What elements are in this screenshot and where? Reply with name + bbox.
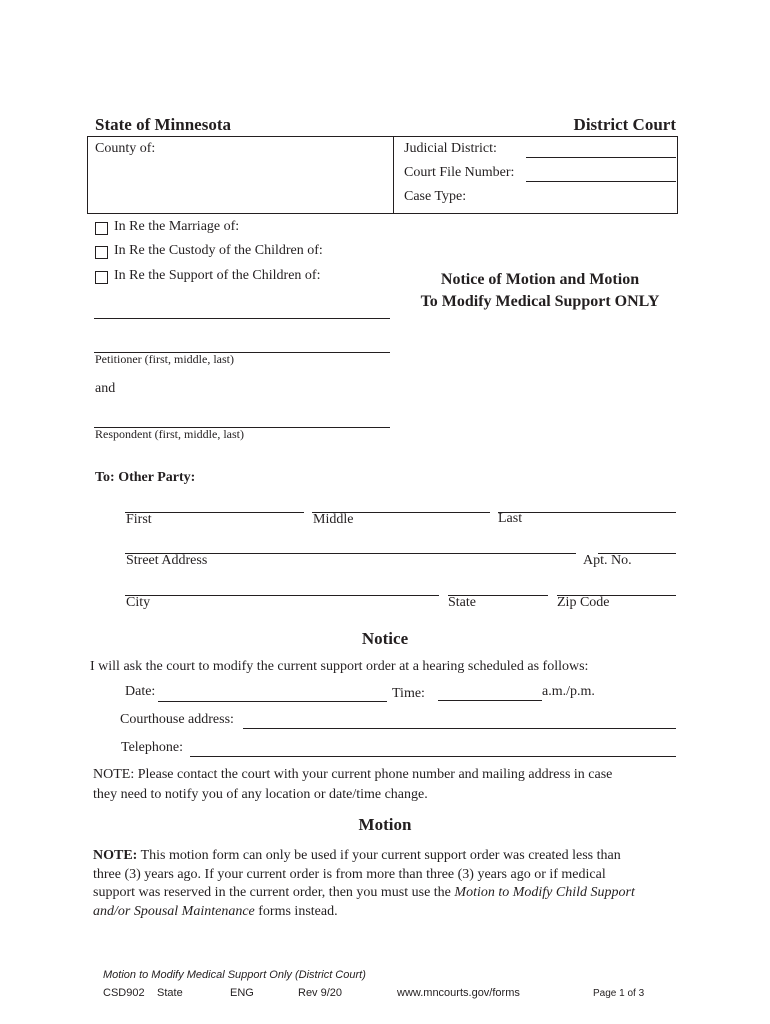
apt-no-input[interactable] (598, 537, 676, 554)
checkbox-support[interactable] (95, 271, 108, 284)
telephone-label: Telephone: (121, 740, 183, 755)
respondent-label: Respondent (first, middle, last) (95, 427, 244, 441)
form-title-line1: Notice of Motion and Motion (440, 271, 640, 288)
page-of-word: of (627, 988, 636, 999)
street-address-label: Street Address (126, 553, 208, 568)
motion-note-line4-text: forms instead. (254, 904, 338, 919)
other-last-name-input[interactable] (498, 496, 676, 513)
motion-heading: Motion (358, 815, 412, 834)
court-file-number-label: Court File Number: (404, 165, 515, 180)
option-support-label: In Re the Support of the Children of: (114, 268, 321, 283)
notice-note-line1: NOTE: Please contact the court with your current phone number and mailing address in case (93, 767, 613, 782)
zip-code-input[interactable] (557, 579, 676, 596)
telephone-input[interactable] (190, 740, 676, 757)
caption-divider (393, 136, 394, 214)
case-type-label: Case Type: (404, 189, 467, 204)
parties-name-line-1[interactable] (94, 302, 390, 319)
courthouse-address-input[interactable] (243, 712, 676, 729)
street-address-input[interactable] (125, 537, 576, 554)
court-file-number-input[interactable] (526, 165, 676, 182)
state-heading: State of Minnesota (95, 115, 231, 134)
to-other-party-heading: To: Other Party: (95, 470, 196, 485)
motion-note-bold: NOTE: (93, 848, 138, 863)
respondent-name-input[interactable] (94, 411, 390, 428)
footer-page-number (593, 988, 644, 999)
time-label: Time: (392, 686, 425, 701)
city-input[interactable] (125, 579, 439, 596)
apt-no-label: Apt. No. (583, 553, 632, 568)
county-input[interactable] (170, 158, 374, 174)
state-label: State (448, 595, 476, 610)
petitioner-name-input[interactable] (94, 336, 390, 353)
middle-label: Middle (313, 512, 354, 527)
hearing-date-input[interactable] (158, 685, 387, 702)
footer-language: ENG (230, 987, 254, 999)
motion-form-reference-2: and/or Spousal Maintenance (93, 904, 255, 919)
last-label: Last (498, 511, 523, 526)
footer-form-title: Motion to Modify Medical Support Only (District Court) (103, 969, 366, 981)
notice-intro: I will ask the court to modify the current support order at a hearing scheduled as follows: (90, 659, 589, 674)
notice-heading: Notice (361, 629, 409, 648)
footer-url[interactable]: www.mncourts.gov/forms (397, 987, 520, 999)
motion-note-line3 (93, 885, 635, 901)
zip-code-label: Zip Code (557, 595, 610, 610)
first-label: First (126, 512, 152, 527)
county-label: County of: (95, 141, 156, 156)
other-first-name-input[interactable] (125, 496, 304, 513)
option-marriage-label: In Re the Marriage of: (114, 219, 240, 234)
state-input[interactable] (448, 579, 548, 596)
hearing-time-input[interactable] (438, 684, 542, 701)
notice-note-line2: they need to notify you of any location or date/time change. (93, 787, 428, 802)
motion-note-line3-text: support was reserved in the current order, then you must use the (93, 885, 455, 900)
petitioner-label: Petitioner (first, middle, last) (95, 352, 234, 366)
page-current: 1 (619, 988, 625, 999)
other-middle-name-input[interactable] (312, 496, 490, 513)
footer-revision: Rev 9/20 (298, 987, 343, 999)
page-total: 3 (638, 988, 645, 999)
courthouse-address-label: Courthouse address: (120, 712, 234, 727)
ampm-label: a.m./p.m. (542, 684, 595, 699)
motion-note-line2: three (3) years ago. If your current order is from more than three (3) years ago or if medical (93, 867, 606, 882)
form-title-line2: To Modify Medical Support ONLY (420, 293, 660, 310)
motion-note-line1-text: This motion form can only be used if your current support order was created less than (137, 848, 621, 863)
motion-note-line4 (93, 904, 338, 920)
page-word: Page (593, 988, 617, 999)
checkbox-marriage[interactable] (95, 222, 108, 235)
motion-note-line1 (93, 848, 621, 864)
judicial-district-input[interactable] (526, 141, 676, 158)
court-heading: District Court (573, 115, 676, 134)
checkbox-custody[interactable] (95, 246, 108, 259)
option-custody-label: In Re the Custody of the Children of: (114, 243, 323, 258)
and-label: and (95, 381, 116, 396)
date-label: Date: (125, 684, 156, 699)
motion-form-reference-1: Motion to Modify Child Support (454, 885, 635, 900)
city-label: City (126, 595, 151, 610)
footer-state: State (157, 987, 183, 999)
judicial-district-label: Judicial District: (404, 141, 497, 156)
footer-form-code: CSD902 (103, 987, 145, 999)
